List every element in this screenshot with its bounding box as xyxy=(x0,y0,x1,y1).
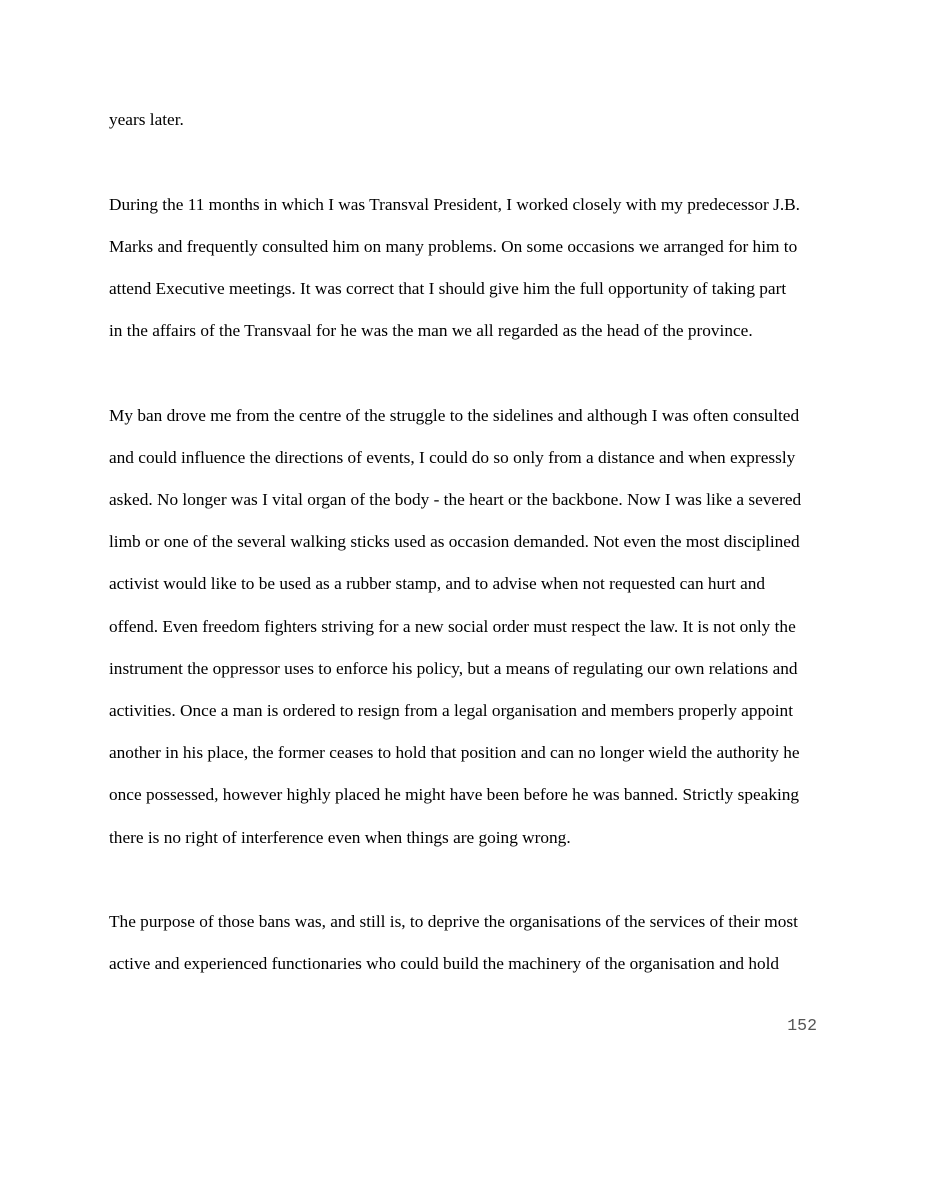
text-line: there is no right of interference even when things are going wrong. xyxy=(109,828,571,847)
text-line: activist would like to be used as a rubber stamp, and to advise when not requested can hurt and xyxy=(109,574,766,593)
text-line: Marks and frequently consulted him on many problems. On some occasions we arranged for him to xyxy=(109,237,798,256)
text-line: once possessed, however highly placed he might have been before he was banned. Strictly speaking xyxy=(109,785,800,804)
text-line: years later. xyxy=(109,110,184,129)
text-line: activities. Once a man is ordered to resign from a legal organisation and members properly appoint xyxy=(109,701,794,720)
text-line: The purpose of those bans was, and still is, to deprive the organisations of the services of their most xyxy=(109,912,798,931)
text-line: active and experienced functionaries who could build the machinery of the organisation and hold xyxy=(109,954,780,973)
text-line: My ban drove me from the centre of the struggle to the sidelines and although I was often consulted xyxy=(109,406,800,425)
text-line: in the affairs of the Transvaal for he was the man we all regarded as the head of the province. xyxy=(109,321,753,340)
page-number: 152 xyxy=(787,1016,817,1035)
text-line: offend. Even freedom fighters striving for a new social order must respect the law. It is not only the xyxy=(109,617,796,636)
text-line: limb or one of the several walking sticks used as occasion demanded. Not even the most disciplined xyxy=(109,532,800,551)
text-line: asked. No longer was I vital organ of the body - the heart or the backbone. Now I was like a severed xyxy=(109,490,802,509)
text-line: attend Executive meetings. It was correct that I should give him the full opportunity of taking part xyxy=(109,279,787,298)
text-line: instrument the oppressor uses to enforce his policy, but a means of regulating our own relations and xyxy=(109,659,798,678)
text-line: and could influence the directions of events, I could do so only from a distance and when expressly xyxy=(109,448,796,467)
text-line: another in his place, the former ceases to hold that position and can no longer wield the authority he xyxy=(109,743,800,762)
text-line: During the 11 months in which I was Transval President, I worked closely with my predecessor J.B. xyxy=(109,195,800,214)
